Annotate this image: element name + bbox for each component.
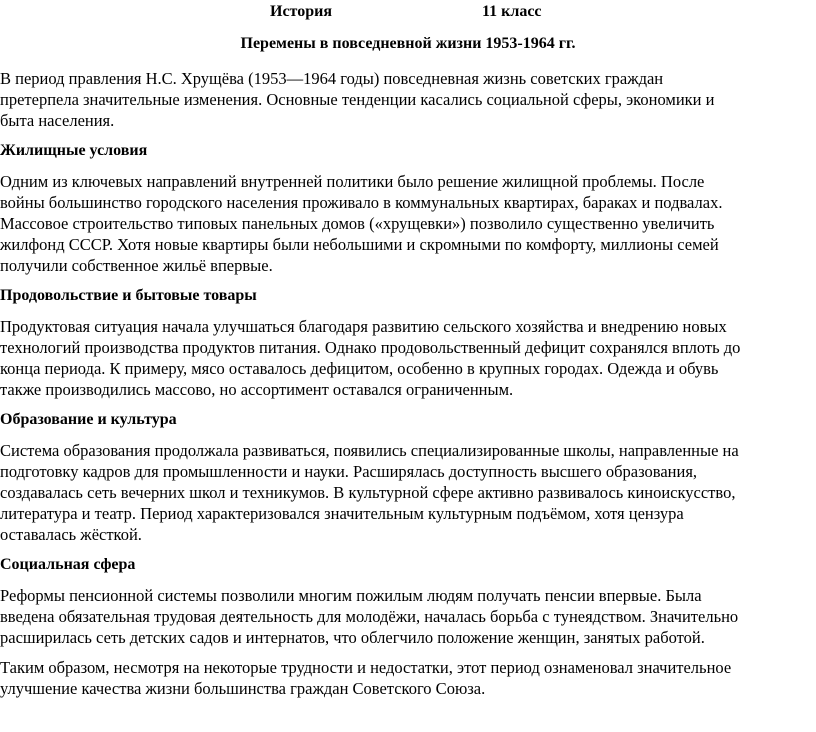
conclusion-paragraph <box>0 657 816 699</box>
section-paragraph-housing <box>0 171 816 276</box>
document-body <box>0 68 816 708</box>
paragraph-line: технологий производства продуктов питания. Однако продовольственный дефицит сохранялся вплоть до <box>0 338 741 357</box>
paragraph-line: войны большинство городского населения проживало в коммунальных квартирах, бараках и подвалах. <box>0 193 723 212</box>
section-paragraph-food <box>0 316 816 400</box>
paragraph-line: Массовое строительство типовых панельных домов («хрущевки») позволило существенно увеличить <box>0 214 715 233</box>
paragraph-line: Реформы пенсионной системы позволили многим пожилым людям получать пенсии впервые. Была <box>0 586 702 605</box>
intro-line: В период правления Н.С. Хрущёва (1953—1964 годы) повседневная жизнь советских граждан <box>0 69 664 88</box>
subject-label: История <box>270 3 332 20</box>
paragraph-line: Система образования продолжала развиваться, появились специализированные школы, направленные на <box>0 441 739 460</box>
paragraph-line: конца периода. К примеру, мясо оставалось дефицитом, особенно в крупных городах. Одежда и обувь <box>0 359 719 378</box>
paragraph-line: введена обязательная трудовая деятельность для молодёжи, началась борьба с тунеядством. Значительно <box>0 607 739 626</box>
paragraph-line: подготовку кадров для промышленности и науки. Расширялась доступность высшего образования, <box>0 462 698 481</box>
section-heading-food: Продовольствие и бытовые товары <box>0 287 257 304</box>
paragraph-line: жилфонд СССР. Хотя новые квартиры были небольшими и скромными по комфорту, миллионы семей <box>0 235 719 254</box>
paragraph-line: Одним из ключевых направлений внутренней политики было решение жилищной проблемы. После <box>0 172 705 191</box>
grade-label: 11 класс <box>482 3 542 20</box>
intro-line: быта населения. <box>0 111 115 130</box>
paragraph-line: получили собственное жильё впервые. <box>0 256 273 275</box>
intro-line: претерпела значительные изменения. Основные тенденции касались социальной сферы, экономики и <box>0 90 715 109</box>
paragraph-line: улучшение качества жизни большинства граждан Советского Союза. <box>0 679 486 698</box>
paragraph-line: Таким образом, несмотря на некоторые трудности и недостатки, этот период ознаменовал значительное <box>0 658 732 677</box>
section-paragraph-social <box>0 585 816 648</box>
document-title: Перемены в повседневной жизни 1953-1964 гг. <box>240 35 576 52</box>
section-heading-housing: Жилищные условия <box>0 142 148 159</box>
section-heading-social: Социальная сфера <box>0 556 136 573</box>
paragraph-line: оставалась жёсткой. <box>0 525 142 544</box>
section-paragraph-education <box>0 440 816 545</box>
paragraph-line: литература и театр. Период характеризовался значительным культурным подъёмом, хотя цензура <box>0 504 684 523</box>
section-heading-education: Образование и культура <box>0 411 177 428</box>
paragraph-line: расширилась сеть детских садов и интернатов, что облегчило положение женщин, занятых работой. <box>0 628 705 647</box>
document-header <box>0 3 816 23</box>
paragraph-line: создавалась сеть вечерних школ и техникумов. В культурной сфере активно развивалось киноискусство, <box>0 483 736 502</box>
intro-paragraph <box>0 68 816 131</box>
paragraph-line: также производились массово, но ассортимент оставался ограниченным. <box>0 380 514 399</box>
paragraph-line: Продуктовая ситуация начала улучшаться благодаря развитию сельского хозяйства и внедрению новых <box>0 317 727 336</box>
